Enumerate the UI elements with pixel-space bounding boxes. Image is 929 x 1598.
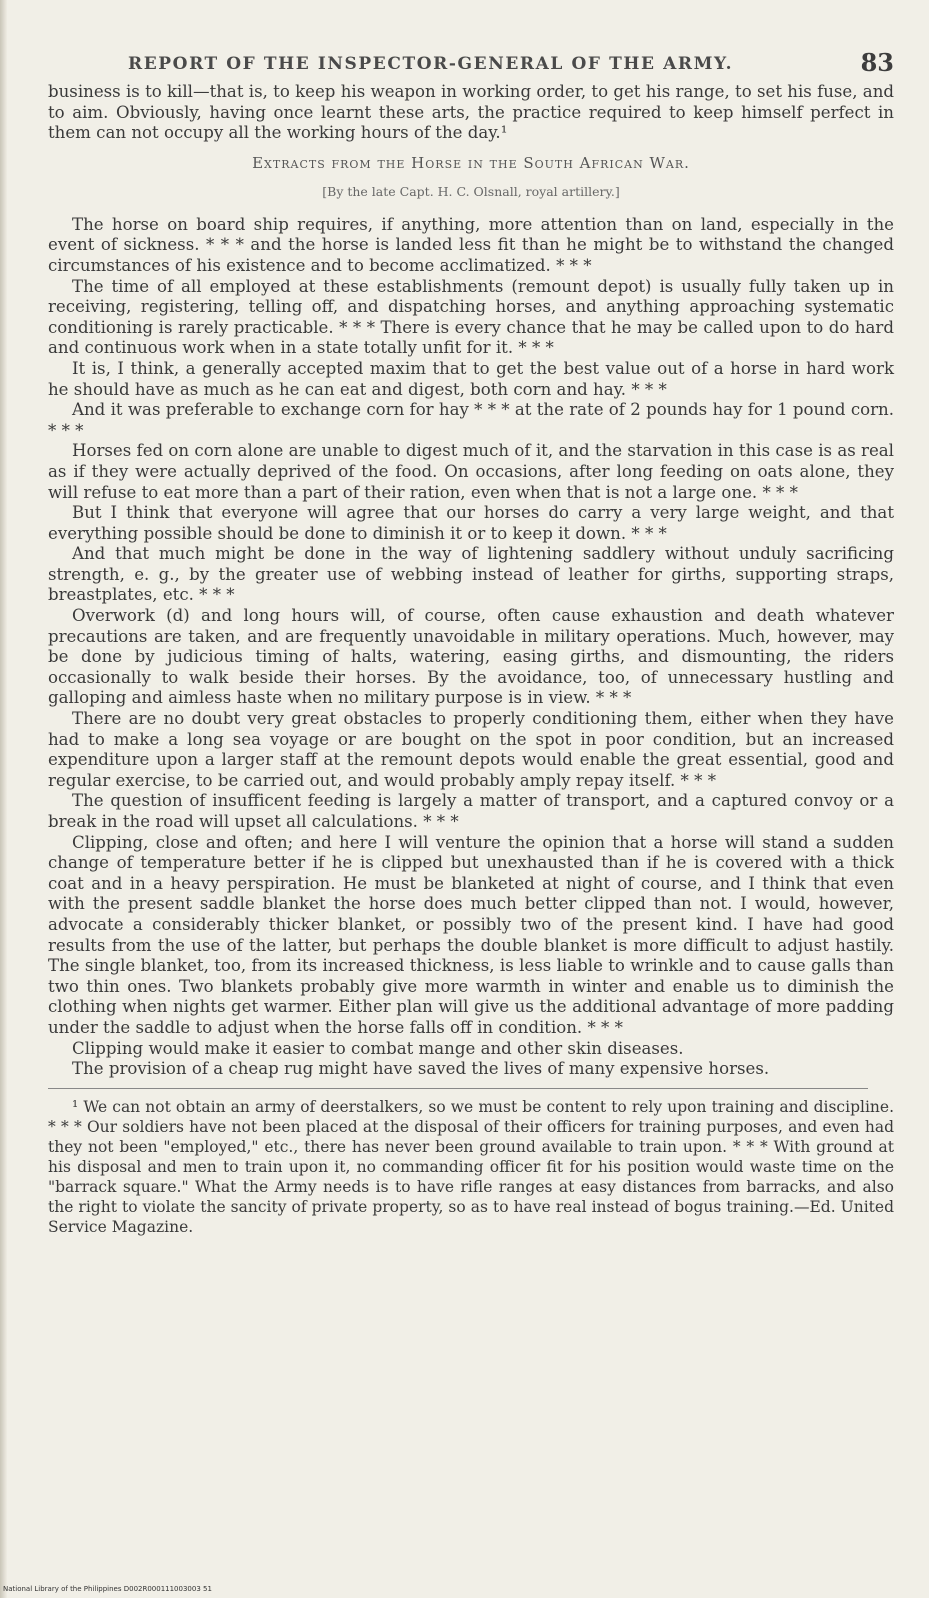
footnote xyxy=(48,1097,894,1237)
running-title: REPORT OF THE INSPECTOR-GENERAL OF THE ARMY. xyxy=(128,54,734,74)
body-paragraph: There are no doubt very great obstacles to properly conditioning them, either when they have had to make a long sea voyage or are bought on the spot in poor condition, but an increased expenditure upon a larger staff at the remount depots would enable the great essential, good and regular exercise, to be carried out, and would probably amply repay itself. * * * xyxy=(48,709,894,790)
page-edge xyxy=(0,0,7,1598)
section-byline: [By the late Capt. H. C. Olsnall, royal artillery.] xyxy=(322,183,620,199)
body-paragraph: The horse on board ship requires, if anything, more attention than on land, especially in the event of sickness. * * * and the horse is landed less fit than he might be to withstand the changed circumstances of his existence and to become acclimatized. * * * xyxy=(48,214,894,275)
body-paragraph: The provision of a cheap rug might have saved the lives of many expensive horses. xyxy=(72,1059,770,1079)
body-paragraph: Horses fed on corn alone are unable to digest much of it, and the starvation in this case is as real as if they were actually deprived of the food. On occasions, after long feeding on oats alone, they will refuse to eat more than a part of their ration, even when that is not a large one. * * * xyxy=(48,441,894,502)
body-paragraph: Clipping would make it easier to combat mange and other skin diseases. xyxy=(72,1038,684,1058)
footnote-divider xyxy=(48,1088,868,1089)
section-heading: Extracts from the Horse in the South African War. xyxy=(252,153,690,172)
footnote-text: ¹ We can not obtain an army of deerstalkers, so we must be content to rely upon training and discipline. * * * Our soldiers have not been placed at the disposal of their officers for training purposes, and even had they not been "employed," etc., there has never been ground available to train upon. * * * With ground at his disposal and men to train upon it, no commanding officer fit for his position would waste time on the "barrack square." What the Army needs is to have rifle ranges at easy distances from barracks, and also the right to violate the sancity of private property, so as to have real instead of bogus training.—Ed. United Service Magazine. xyxy=(48,1097,894,1236)
page-number: 83 xyxy=(860,48,894,77)
body-paragraph: Overwork (d) and long hours will, of course, often cause exhaustion and death whatever precautions are taken, and are frequently unavoidable in military operations. Much, however, may be done by judicious timing of halts, watering, easing girths, and dismounting, the riders occasionally to walk beside their horses. By the avoidance, too, of unnecessary hustling and galloping and aimless haste when no military purpose is in view. * * * xyxy=(48,606,894,708)
body-paragraph: It is, I think, a generally accepted maxim that to get the best value out of a horse in hard work he should have as much as he can eat and digest, both corn and hay. * * * xyxy=(48,358,894,399)
intro-paragraph: business is to kill—that is, to keep his weapon in working order, to get his range, to set his fuse, and to aim. Obviously, having once learnt these arts, the practice required to keep himself perfect in them can not occupy all the working hours of the day.¹ xyxy=(48,82,894,143)
document-page xyxy=(48,46,894,1237)
body-paragraph: And it was preferable to exchange corn for hay * * * at the rate of 2 pounds hay for 1 pound corn. * * * xyxy=(48,400,894,440)
body-paragraph: But I think that everyone will agree that our horses do carry a very large weight, and that everything possible should be done to diminish it or to keep it down. * * * xyxy=(48,503,894,543)
body-paragraph: The time of all employed at these establishments (remount depot) is usually fully taken up in receiving, registering, telling off, and dispatching horses, and anything approaching systematic conditioning is rarely practicable. * * * There is every chance that he may be called upon to do hard and continuous work when in a state totally unfit for it. * * * xyxy=(48,276,894,358)
body-text xyxy=(48,215,894,1080)
body-paragraph: The question of insufficent feeding is largely a matter of transport, and a captured convoy or a break in the road will upset all calculations. * * * xyxy=(48,791,894,831)
scan-footer: National Library of the Philippines D002R000111003003 51 xyxy=(3,1585,212,1593)
body-paragraph: And that much might be done in the way of lightening saddlery without unduly sacrificing strength, e. g., by the greater use of webbing instead of leather for girths, supporting straps, breastplates, etc. * * * xyxy=(48,544,894,605)
running-header xyxy=(48,46,894,82)
body-paragraph: Clipping, close and often; and here I will venture the opinion that a horse will stand a sudden change of temperature better if he is clipped but unexhausted than if he is covered with a thick coat and in a heavy perspiration. He must be blanketed at night of course, and I think that even with the present saddle blanket the horse does much better clipped than not. I would, however, advocate a considerably thicker blanket, or possibly two of the present kind. I have had good results from the use of the latter, but perhaps the double blanket is more difficult to adjust hastily. The single blanket, too, from its increased thickness, is less liable to wrinkle and to cause galls than two thin ones. Two blankets probably give more warmth in winter and enable us to diminish the clothing when nights get warmer. Either plan will give us the additional advantage of more padding under the saddle to adjust when the horse falls off in condition. * * * xyxy=(48,832,894,1037)
